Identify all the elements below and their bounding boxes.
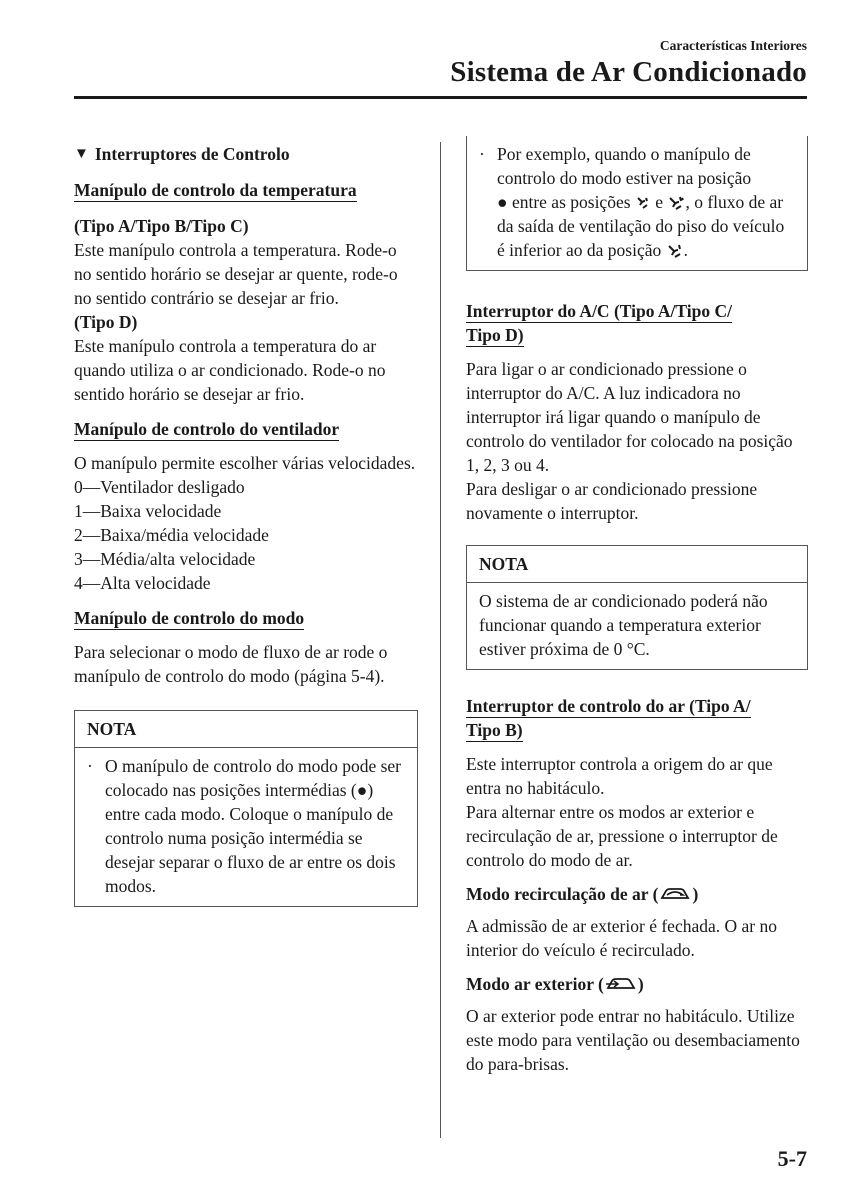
section-title [74,142,418,166]
cont-text-a: Por exemplo, quando o manípulo de controlo do modo estiver na posição [497,144,752,188]
floor-mode-icon [667,195,685,211]
filled-circle-icon: ● [356,780,368,800]
page-number: 5-7 [777,1146,807,1171]
outside-text: O ar exterior pode entrar no habitáculo. Utilize este modo para ventilação ou desembaciamento do para-brisas. [466,1006,800,1074]
mode-text: Para selecionar o modo de fluxo de ar rode o manípulo de controlo do modo (página 5-4). [74,642,388,686]
nota-body [75,748,417,906]
fan-speed-4: 4—Alta velocidade [74,573,211,593]
cont-text-d: , o fluxo de ar da saída de ventilação do piso do veículo é inferior ao da posição [497,192,785,260]
section-label: Características Interiores [659,38,807,53]
nota-box-left [74,710,418,907]
left-column [74,142,418,907]
ac-heading-line2: Tipo D) [466,325,524,345]
type-d-label: (Tipo D) [74,312,138,332]
right-column [466,142,808,1076]
nota-box-right [466,545,808,670]
fan-intro: O manípulo permite escolher várias velocidades. [74,453,416,473]
triangle-down-icon: ▼ [74,146,89,162]
air-text-2: Para alternar entre os modos ar exterior e recirculação de ar, pressione o interruptor de controlo do modo de ar. [466,802,778,870]
ac-heading-line1: Interruptor do A/C (Tipo A/Tipo C/ [466,301,732,321]
vent-floor-mode-icon [635,195,651,211]
type-d-text: Este manípulo controla a temperatura do ar quando utiliza o ar condicionado. Rode-o no sentido horário se desejar ar frio. [74,336,386,404]
recirc-label-text: Modo recirculação de ar ( [466,884,659,904]
column-divider [440,142,441,1138]
temp-heading: Manípulo de controlo da temperatura [74,180,357,200]
cont-text-b: entre as posições [511,192,631,212]
outside-air-icon [604,975,638,993]
air-text-1: Este interruptor controla a origem do ar que entra no habitáculo. [466,754,773,798]
page-title: Sistema de Ar Condicionado [450,56,807,88]
air-heading-line2: Tipo B) [466,720,523,740]
nota-continuation [466,136,808,271]
fan-speed-2: 2—Baixa/média velocidade [74,525,269,545]
recirc-mode-label: Modo recirculação de ar ( ) [466,884,699,904]
bullet-dot-icon: · [87,756,93,776]
ac-text-1: Para ligar o ar condicionado pressione o interruptor do A/C. A luz indicadora no interruptor irá ligar quando o manípulo de controlo do ventilador for colocado na posição 1, 2, 3 ou 4. [466,359,793,475]
mode-heading: Manípulo de controlo do modo [74,608,305,628]
outside-mode-label: Modo ar exterior ( ) [466,974,644,994]
filled-circle-icon: ● [497,192,508,212]
fan-speed-1: 1—Baixa velocidade [74,501,222,521]
fan-speed-0: 0—Ventilador desligado [74,477,245,497]
fan-heading: Manípulo de controlo do ventilador [74,419,340,439]
nota-bullet [87,754,405,898]
nota-body: O sistema de ar condicionado poderá não funcionar quando a temperatura exterior estiver próxima de 0 °C. [479,591,768,659]
section-title-text: Interruptores de Controlo [94,144,290,164]
cont-text-c: e [655,192,664,212]
type-abc-label: (Tipo A/Tipo B/Tipo C) [74,216,249,236]
fan-speed-3: 3—Média/alta velocidade [74,549,256,569]
header-rule [74,96,807,99]
nota-text-b: ) entre cada modo. Coloque o manípulo de controlo numa posição intermédia se desejar separar o fluxo de ar entre os dois modos. [105,780,396,896]
recirc-text: A admissão de ar exterior é fechada. O ar no interior do veículo é recirculado. [466,916,777,960]
nota-title: NOTA [467,546,807,583]
nota-cont-bullet: · Por exemplo, quando o manípulo de controlo do modo estiver na posição ● entre as posições e , o fluxo de ar da saída de ventilação do piso do veículo é inferior ao da posição . [479,144,785,260]
floor-mode-icon [666,243,684,259]
nota-title: NOTA [75,711,417,748]
bullet-dot-icon: · [479,144,485,164]
recirculation-icon [658,885,692,903]
nota-text-a: O manípulo de controlo do modo pode ser colocado nas posições intermédias ( [105,756,401,800]
outside-label-text: Modo ar exterior ( [466,974,604,994]
air-heading-line1: Interruptor de controlo do ar (Tipo A/ [466,696,751,716]
type-abc-text: Este manípulo controla a temperatura. Rode-o no sentido horário se desejar ar quente, rode-o no sentido contrário se desejar ar frio. [74,240,398,308]
ac-text-2: Para desligar o ar condicionado pressione novamente o interruptor. [466,479,758,523]
